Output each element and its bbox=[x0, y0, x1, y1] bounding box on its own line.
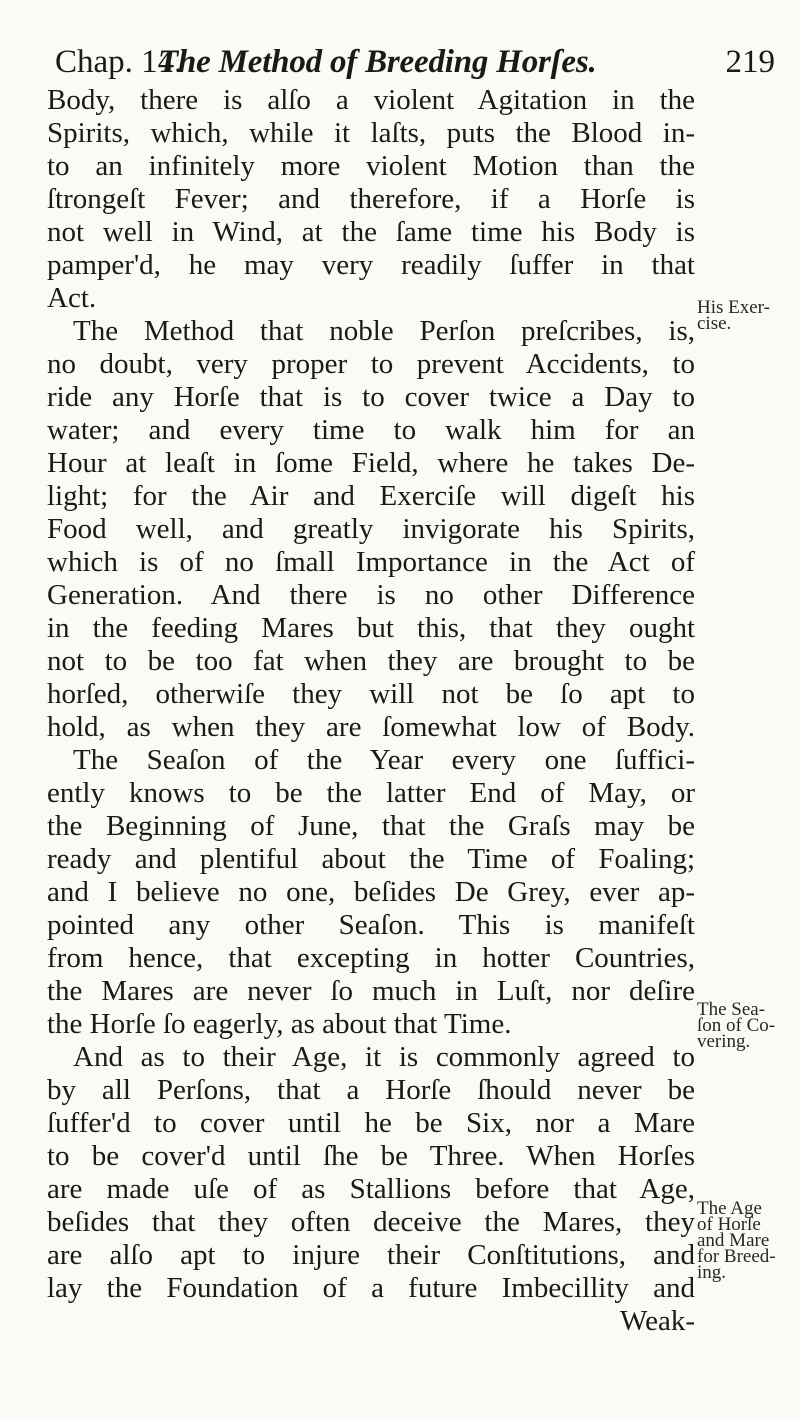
text-line: ſtrongeſt Fever; and therefore, if a Horſe is bbox=[47, 183, 695, 215]
text-line: Body, there is alſo a violent Agitation in the bbox=[47, 84, 695, 116]
text-line: pamper'd, he may very readily ſuffer in that bbox=[47, 249, 695, 281]
text-line: beſides that they often deceive the Mares, they bbox=[47, 1206, 695, 1238]
text-line: the Mares are never ſo much in Luſt, nor deſire bbox=[47, 975, 695, 1007]
text-line: hold, as when they are ſomewhat low of Body. bbox=[47, 711, 695, 743]
running-title: The Method of Breeding Horſes. bbox=[158, 44, 597, 80]
text-line: water; and every time to walk him for an bbox=[47, 414, 695, 446]
text-line: by all Perſons, that a Horſe ſhould never be bbox=[47, 1074, 695, 1106]
body-text bbox=[47, 84, 695, 1338]
text-line: not well in Wind, at the ſame time his Body is bbox=[47, 216, 695, 248]
text-line: in the feeding Mares but this, that they ought bbox=[47, 612, 695, 644]
text-line: the Horſe ſo eagerly, as about that Time. bbox=[47, 1008, 512, 1040]
margin-note-season: The Sea- ſon of Co- vering. bbox=[697, 999, 776, 1052]
margin-note-age: The Age of Horſe and Mare for Breed- ing. bbox=[697, 1198, 776, 1283]
text-line: not to be too fat when they are brought to be bbox=[47, 645, 695, 677]
text-line: Generation. And there is no other Difference bbox=[47, 579, 695, 611]
page-number: 219 bbox=[725, 44, 775, 80]
text-line: Hour at leaſt in ſome Field, where he takes De- bbox=[47, 447, 695, 479]
text-line: from hence, that excepting in hotter Countries, bbox=[47, 942, 695, 974]
chapter-number: Chap. 14. bbox=[55, 44, 183, 80]
text-line: Spirits, which, while it laſts, puts the Blood in- bbox=[47, 117, 695, 149]
margin-note-exercise: His Exer- cise. bbox=[697, 297, 770, 334]
text-line: lay the Foundation of a future Imbecillity and bbox=[47, 1272, 695, 1304]
text-line: the Beginning of June, that the Graſs may be bbox=[47, 810, 695, 842]
text-line: Food well, and greatly invigorate his Spirits, bbox=[47, 513, 695, 545]
text-line: ſuffer'd to cover until he be Six, nor a Mare bbox=[47, 1107, 695, 1139]
text-line: which is of no ſmall Importance in the Act of bbox=[47, 546, 695, 578]
text-line: The Seaſon of the Year every one ſuffici- bbox=[73, 744, 695, 776]
text-line: The Method that noble Perſon preſcribes, is, bbox=[73, 315, 695, 347]
text-line: and I believe no one, beſides De Grey, ever ap- bbox=[47, 876, 695, 908]
text-line: are made uſe of as Stallions before that Age, bbox=[47, 1173, 695, 1205]
running-head bbox=[55, 42, 775, 82]
text-line: ready and plentiful about the Time of Foaling; bbox=[47, 843, 695, 875]
text-line: to an infinitely more violent Motion than the bbox=[47, 150, 695, 182]
text-line: Act. bbox=[47, 282, 97, 314]
text-line: to be cover'd until ſhe be Three. When Horſes bbox=[47, 1140, 695, 1172]
text-line: light; for the Air and Exerciſe will digeſt his bbox=[47, 480, 695, 512]
text-line: Weak- bbox=[620, 1305, 695, 1337]
text-line: ride any Horſe that is to cover twice a Day to bbox=[47, 381, 695, 413]
text-line: pointed any other Seaſon. This is manifeſt bbox=[47, 909, 695, 941]
text-line: no doubt, very proper to prevent Accidents, to bbox=[47, 348, 695, 380]
text-line: horſed, otherwiſe they will not be ſo apt to bbox=[47, 678, 695, 710]
text-line: And as to their Age, it is commonly agreed to bbox=[73, 1041, 695, 1073]
text-line: ently knows to be the latter End of May, or bbox=[47, 777, 695, 809]
text-line: are alſo apt to injure their Conſtitutions, and bbox=[47, 1239, 695, 1271]
